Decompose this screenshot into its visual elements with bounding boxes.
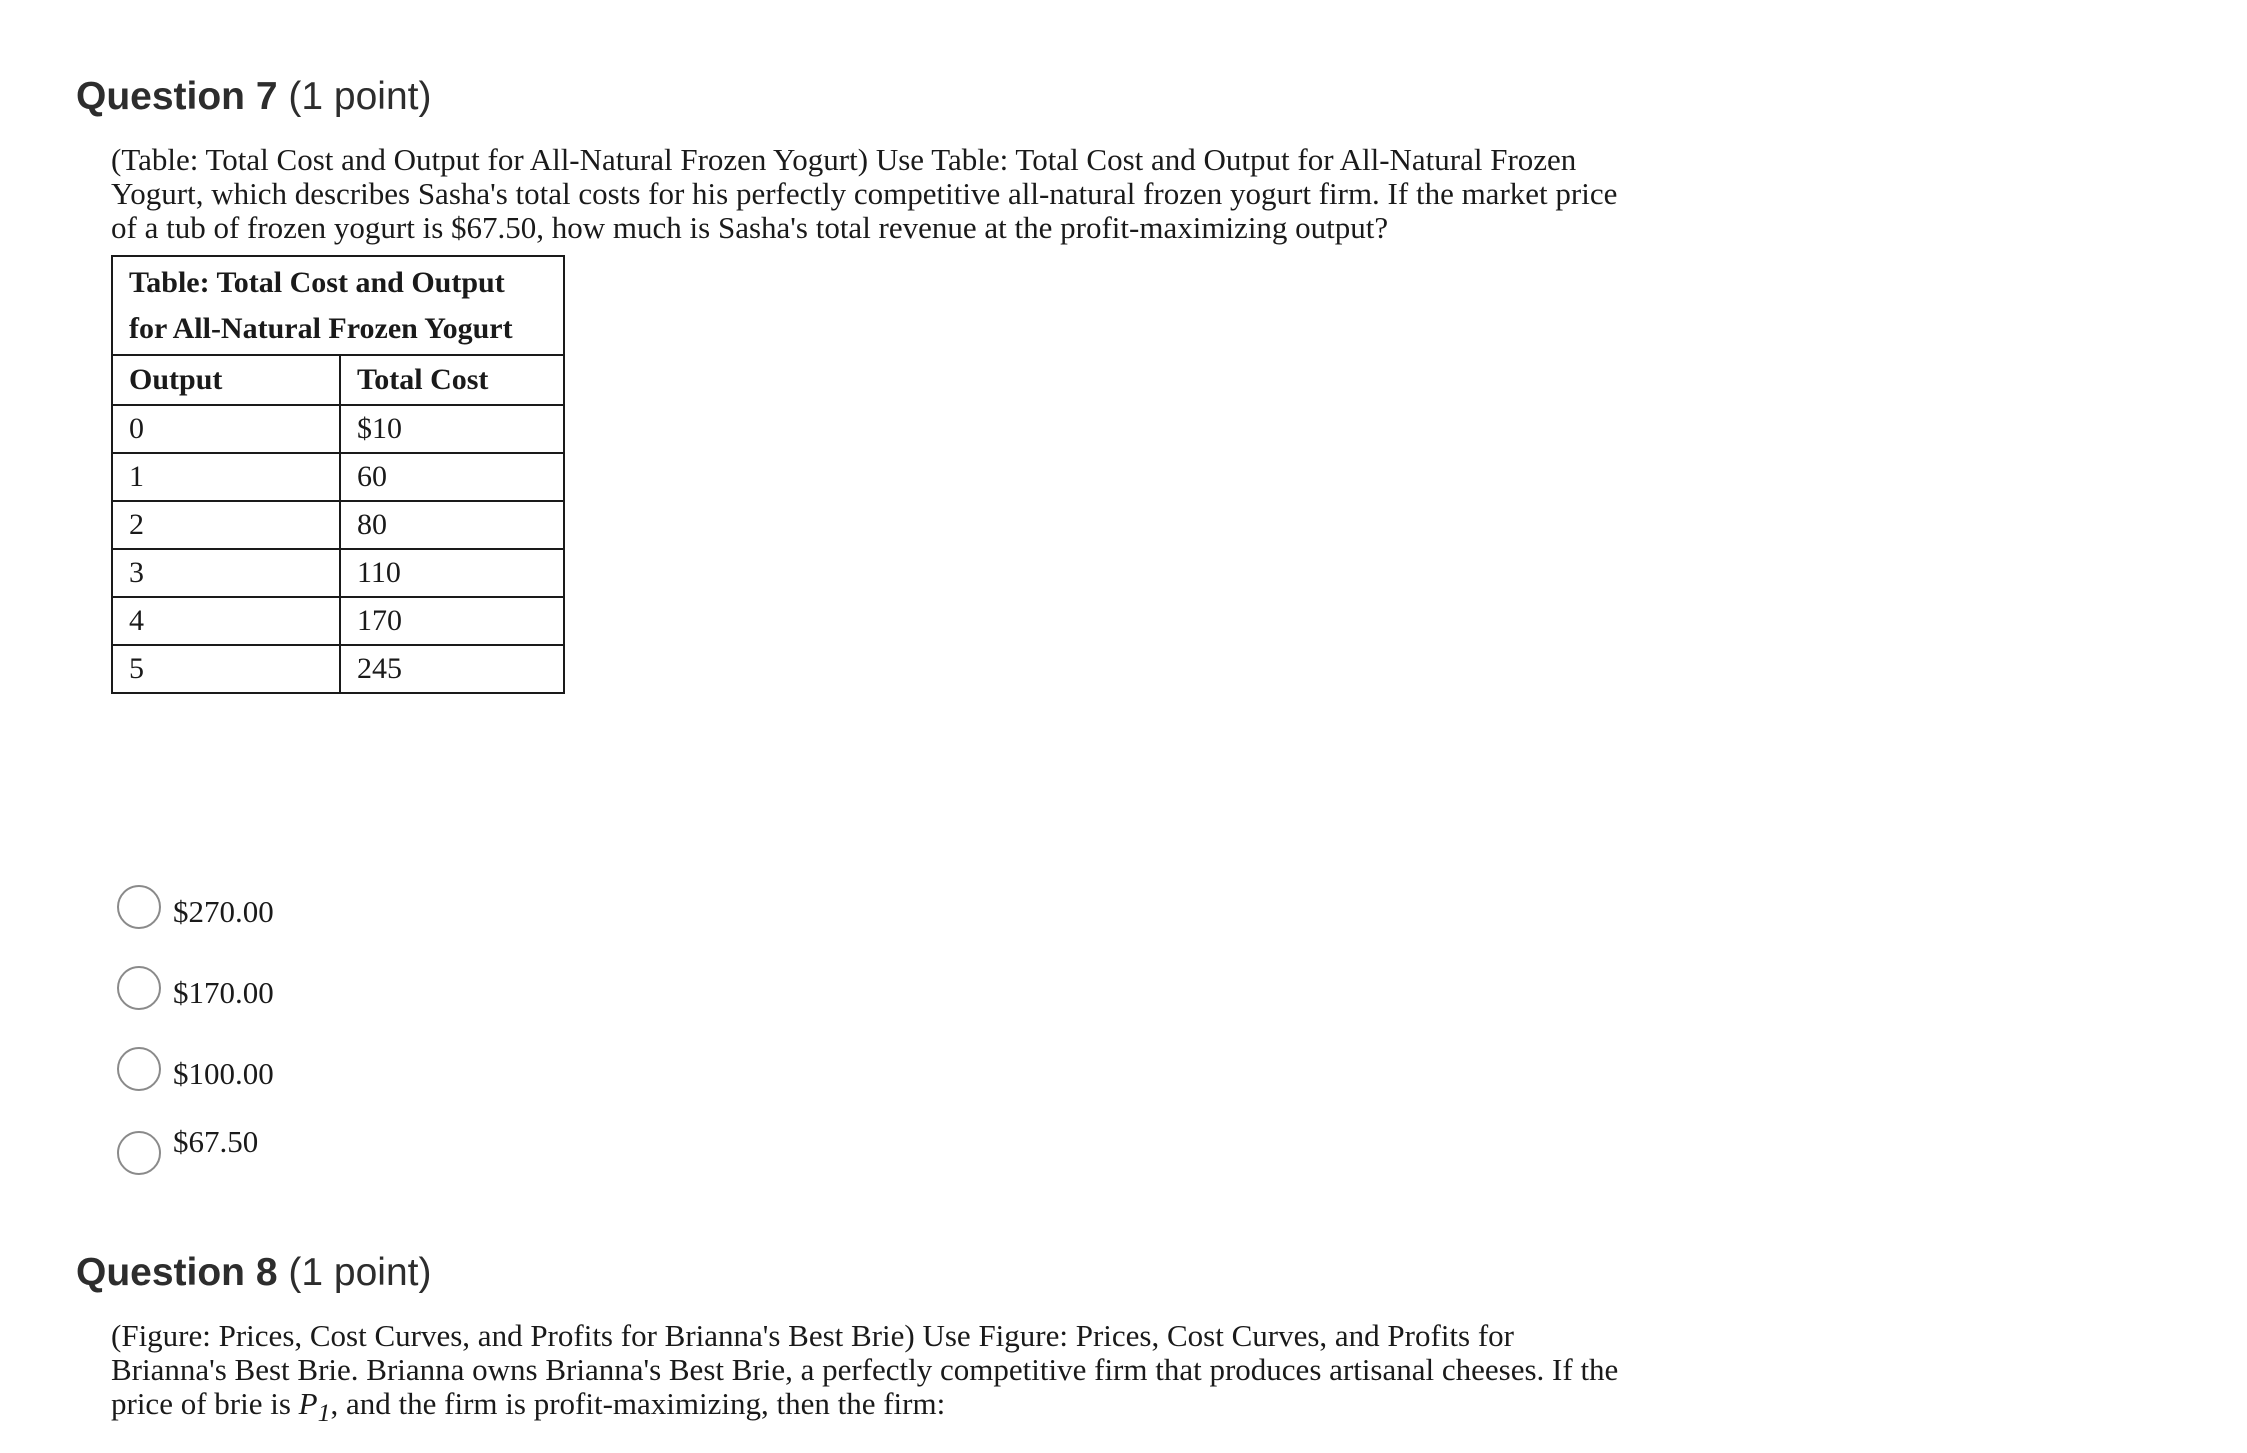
table-cell-output: 5	[112, 645, 340, 693]
price-symbol: P	[298, 1385, 318, 1421]
table-header-row	[112, 355, 564, 405]
question-number: Question 7	[76, 75, 278, 118]
answer-option-2[interactable]	[117, 965, 274, 1011]
radio-button[interactable]	[117, 966, 161, 1010]
answer-label: $67.50	[173, 1124, 259, 1159]
question-8-text	[111, 1319, 1631, 1430]
table-cell-output: 0	[112, 405, 340, 453]
table-cell-output: 2	[112, 501, 340, 549]
table-cell-total-cost: 60	[340, 453, 564, 501]
question-7-title	[76, 74, 1631, 121]
table-cell-output: 4	[112, 597, 340, 645]
answer-option-3[interactable]	[117, 1046, 274, 1092]
table-cell-total-cost: 245	[340, 645, 564, 693]
radio-button[interactable]	[117, 885, 161, 929]
column-header-total-cost: Total Cost	[340, 355, 564, 405]
table-row	[112, 453, 564, 501]
table-row	[112, 405, 564, 453]
table-row	[112, 549, 564, 597]
question-8-text-after: , and the firm is profit-maximizing, then the firm:	[330, 1385, 946, 1421]
question-7	[76, 74, 1631, 694]
table-cell-output: 3	[112, 549, 340, 597]
answer-label: $100.00	[173, 1056, 274, 1091]
answer-option-1[interactable]	[117, 884, 274, 930]
table-cell-total-cost: 80	[340, 501, 564, 549]
table-cell-total-cost: $10	[340, 405, 564, 453]
table-cell-total-cost: 170	[340, 597, 564, 645]
question-8-title	[76, 1250, 1631, 1297]
table-row	[112, 501, 564, 549]
question-points: (1 point)	[288, 75, 432, 118]
answer-label: $170.00	[173, 975, 274, 1010]
answer-option-4[interactable]	[117, 1124, 259, 1175]
question-7-text: (Table: Total Cost and Output for All-Natural Frozen Yogurt) Use Table: Total Cost and Output for All-Natural Frozen Yogurt, which describes Sasha's total costs for his perfectly competitive all-natural frozen yogurt firm. If the market price of a tub of frozen yogurt is $67.50, how much is Sasha's total revenue at the profit-maximizing output?	[111, 141, 1618, 245]
radio-button[interactable]	[117, 1047, 161, 1091]
price-subscript: 1	[317, 1397, 331, 1427]
table-row	[112, 597, 564, 645]
total-cost-table	[111, 255, 565, 694]
radio-button[interactable]	[117, 1131, 161, 1175]
table-cell-output: 1	[112, 453, 340, 501]
table-row	[112, 645, 564, 693]
question-8-text-before: (Figure: Prices, Cost Curves, and Profits for Brianna's Best Brie) Use Figure: Prices, Cost Curves, and Profits for Brianna's Best Brie. Brianna owns Brianna's Best Brie, a perfectly competitive firm that produces artisanal cheeses. If the price of brie is	[111, 1317, 1619, 1421]
table-cell-total-cost: 110	[340, 549, 564, 597]
question-8	[76, 1250, 1631, 1430]
column-header-output: Output	[112, 355, 340, 405]
answer-label: $270.00	[173, 894, 274, 929]
question-points: (1 point)	[288, 1251, 432, 1294]
table-caption: Table: Total Cost and Output for All-Natural Frozen Yogurt	[112, 256, 564, 355]
question-number: Question 8	[76, 1251, 278, 1294]
